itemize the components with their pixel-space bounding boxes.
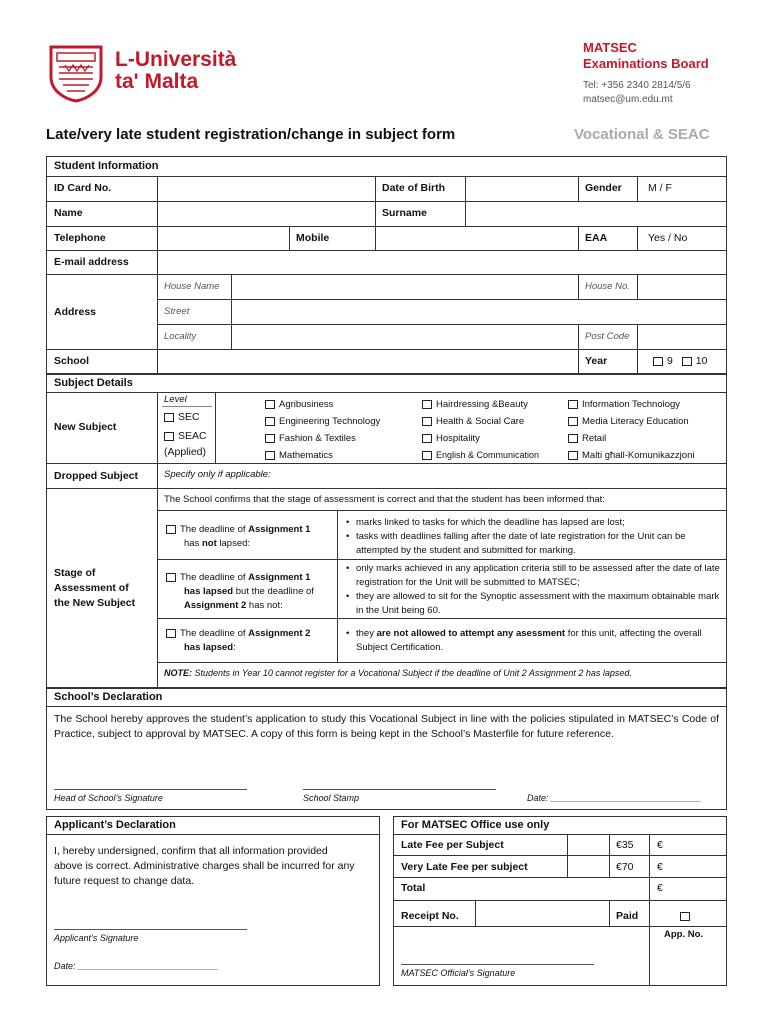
gender-label: Gender — [585, 182, 622, 194]
subject-option[interactable]: Agribusiness — [265, 396, 380, 413]
applicant-declaration-title: Applicant’s Declaration — [54, 819, 176, 831]
form-category: Vocational & SEAC — [574, 126, 710, 143]
board-email: matsec@um.edu.mt — [583, 94, 673, 105]
dropped-subject-label: Dropped Subject — [54, 470, 139, 482]
stage-option-2: The deadline of Assignment 1 has lapsed but the deadline of Assignment 2 has not: — [166, 571, 334, 613]
telephone-label: Telephone — [54, 232, 106, 244]
name-input[interactable] — [158, 202, 374, 225]
very-late-fee-label: Very Late Fee per subject — [401, 861, 528, 873]
date-of-birth-label: Date of Birth — [382, 182, 445, 194]
subject-option[interactable]: Retail — [568, 430, 694, 447]
surname-label: Surname — [382, 207, 427, 219]
sec-checkbox[interactable] — [164, 413, 174, 422]
stage-label: Stage of Assessment of the New Subject — [54, 567, 136, 609]
dropped-subject-input[interactable] — [300, 465, 725, 486]
university-name-line1: L-Università — [115, 48, 237, 71]
school-date-field[interactable]: Date: ______________________________ — [527, 793, 702, 803]
late-fee-euro: € — [657, 839, 663, 851]
subject-option[interactable]: English & Communication — [422, 447, 539, 464]
board-name-line2: Examinations Board — [583, 56, 709, 71]
house-no-label: House No. — [585, 281, 630, 292]
telephone-input[interactable] — [158, 227, 288, 249]
late-fee-amount: €35 — [616, 839, 634, 851]
street-label: Street — [164, 306, 190, 317]
new-subject-label: New Subject — [54, 421, 117, 433]
seac-applied-label: (Applied) — [164, 446, 207, 458]
address-label: Address — [54, 306, 97, 318]
email-input[interactable] — [158, 251, 726, 273]
subject-option[interactable]: Hospitality — [422, 430, 539, 447]
subject-details-title: Subject Details — [54, 377, 133, 389]
eaa-options[interactable]: Yes / No — [648, 232, 688, 244]
stage-option-2-bullets: • only marks achieved in any application criteria still to be assessed after the date of late registration for the Unit will be submitted to MATSEC; • they are allowed to sit for the Synoptic assessment with the maximum obtainable mark in the Unit being 60. — [344, 562, 720, 618]
subject-option[interactable]: Information Technology — [568, 396, 694, 413]
post-code-input[interactable] — [638, 325, 726, 348]
school-input[interactable] — [158, 350, 577, 373]
applicant-signature-label: Applicant’s Signature — [54, 933, 139, 943]
year-options — [653, 355, 707, 367]
stage-option-1: The deadline of Assignment 1 has not lapsed: — [166, 523, 334, 551]
mobile-input[interactable] — [376, 227, 577, 249]
subject-option[interactable]: Fashion & Textiles — [265, 430, 380, 447]
subject-option[interactable]: Health & Social Care — [422, 413, 539, 430]
head-of-school-signature-field[interactable] — [54, 770, 247, 788]
crest-icon — [47, 43, 105, 103]
id-card-label: ID Card No. — [54, 182, 112, 194]
gender-options[interactable]: M / F — [648, 182, 672, 194]
year-9-checkbox[interactable] — [653, 357, 663, 366]
post-code-label: Post Code — [585, 331, 630, 342]
total-euro: € — [657, 882, 663, 894]
stage-confirm-text: The School confirms that the stage of assessment is correct and that the student has been informed that: — [164, 494, 605, 505]
year-10-checkbox[interactable] — [682, 357, 692, 366]
student-info-title: Student Information — [54, 160, 159, 172]
surname-input[interactable] — [466, 202, 726, 225]
office-title: For MATSEC Office use only — [401, 819, 550, 831]
date-of-birth-input[interactable] — [466, 177, 577, 200]
subject-option[interactable]: Engineering Technology — [265, 413, 380, 430]
locality-input[interactable] — [232, 325, 577, 348]
eaa-label: EAA — [585, 232, 608, 244]
stage-option-3: The deadline of Assignment 2 has lapsed: — [166, 627, 334, 655]
total-label: Total — [401, 882, 426, 894]
name-label: Name — [54, 207, 83, 219]
official-signature-field[interactable] — [401, 945, 594, 963]
year-10-label: 10 — [695, 355, 708, 367]
form-title: Late/very late student registration/change in subject form — [46, 126, 456, 143]
paid-checkbox[interactable] — [680, 912, 690, 921]
house-name-input[interactable] — [232, 275, 577, 298]
paid-label: Paid — [616, 910, 639, 922]
stage-option-3-checkbox[interactable] — [166, 629, 176, 638]
applicant-date-field[interactable]: Date: ____________________________ — [54, 961, 219, 971]
receipt-no-input[interactable] — [476, 901, 608, 925]
locality-label: Locality — [164, 331, 197, 342]
app-no-label: App. No. — [664, 929, 704, 940]
subject-option[interactable]: Mathematics — [265, 447, 380, 464]
board-name-line1: MATSEC — [583, 40, 637, 55]
school-stamp-field[interactable] — [303, 770, 496, 788]
stage-option-3-bullets: • they are not allowed to attempt any asessment for this unit, affecting the overall Subject Certification. — [344, 627, 720, 655]
email-label: E-mail address — [54, 256, 129, 268]
head-signature-label: Head of School’s Signature — [54, 793, 163, 803]
level-sec-option: SEC — [164, 411, 200, 423]
mobile-label: Mobile — [296, 232, 330, 244]
subject-option[interactable]: Hairdressing &Beauty — [422, 396, 539, 413]
year-label: Year — [585, 355, 608, 367]
house-name-label: House Name — [164, 281, 220, 292]
subject-column-2 — [422, 396, 539, 464]
subject-column-1 — [265, 396, 380, 464]
level-seac-option: SEAC — [164, 430, 207, 442]
stage-option-2-checkbox[interactable] — [166, 573, 176, 582]
house-no-input[interactable] — [638, 275, 726, 298]
school-label: School — [54, 355, 90, 367]
subject-option[interactable]: Malti għall-Komunikazzjoni — [568, 447, 694, 464]
school-declaration-text: The School hereby approves the student’s application to study this Vocational Subject in line with the policies stipulated in MATSEC’s Code of Practice, subject to approval by MATSEC. A copy of this form is being kept in the School’s Masterfile for future reference. — [54, 713, 719, 740]
stage-note: NOTE: Students in Year 10 cannot register for a Vocational Subject if the deadline of Unit 2 Assignment 2 has lapsed. — [164, 668, 632, 678]
dropped-subject-note: Specify only if applicable: — [164, 469, 271, 480]
board-telephone: Tel: +356 2340 2814/5/6 — [583, 80, 691, 91]
stage-option-1-bullets: • marks linked to tasks for which the deadline has lapsed are lost; • tasks with deadlines falling after the date of late registration for the Unit can be attempted by the student and submitted for marking. — [344, 516, 720, 558]
id-card-input[interactable] — [158, 177, 374, 200]
subject-column-3 — [568, 396, 694, 464]
level-label: Level — [164, 394, 187, 405]
official-signature-label: MATSEC Official’s Signature — [401, 968, 516, 978]
late-fee-label: Late Fee per Subject — [401, 839, 504, 851]
street-input[interactable] — [232, 300, 726, 323]
very-late-fee-amount: €70 — [616, 861, 634, 873]
subject-option[interactable]: Media Literacy Education — [568, 413, 694, 430]
receipt-no-label: Receipt No. — [401, 910, 459, 922]
very-late-fee-euro: € — [657, 861, 663, 873]
university-logo — [47, 43, 105, 103]
school-declaration-title: School’s Declaration — [54, 691, 163, 703]
year-9-label: 9 — [667, 355, 673, 367]
seac-checkbox[interactable] — [164, 432, 174, 441]
stage-option-1-checkbox[interactable] — [166, 525, 176, 534]
applicant-signature-field[interactable] — [54, 910, 247, 928]
university-name-line2: ta' Malta — [115, 70, 199, 93]
applicant-declaration-text: I, hereby undersigned, confirm that all information provided above is correct. Administrative charges shall be incurred for any future request to change data. — [54, 845, 355, 887]
school-stamp-label: School Stamp — [303, 793, 360, 803]
